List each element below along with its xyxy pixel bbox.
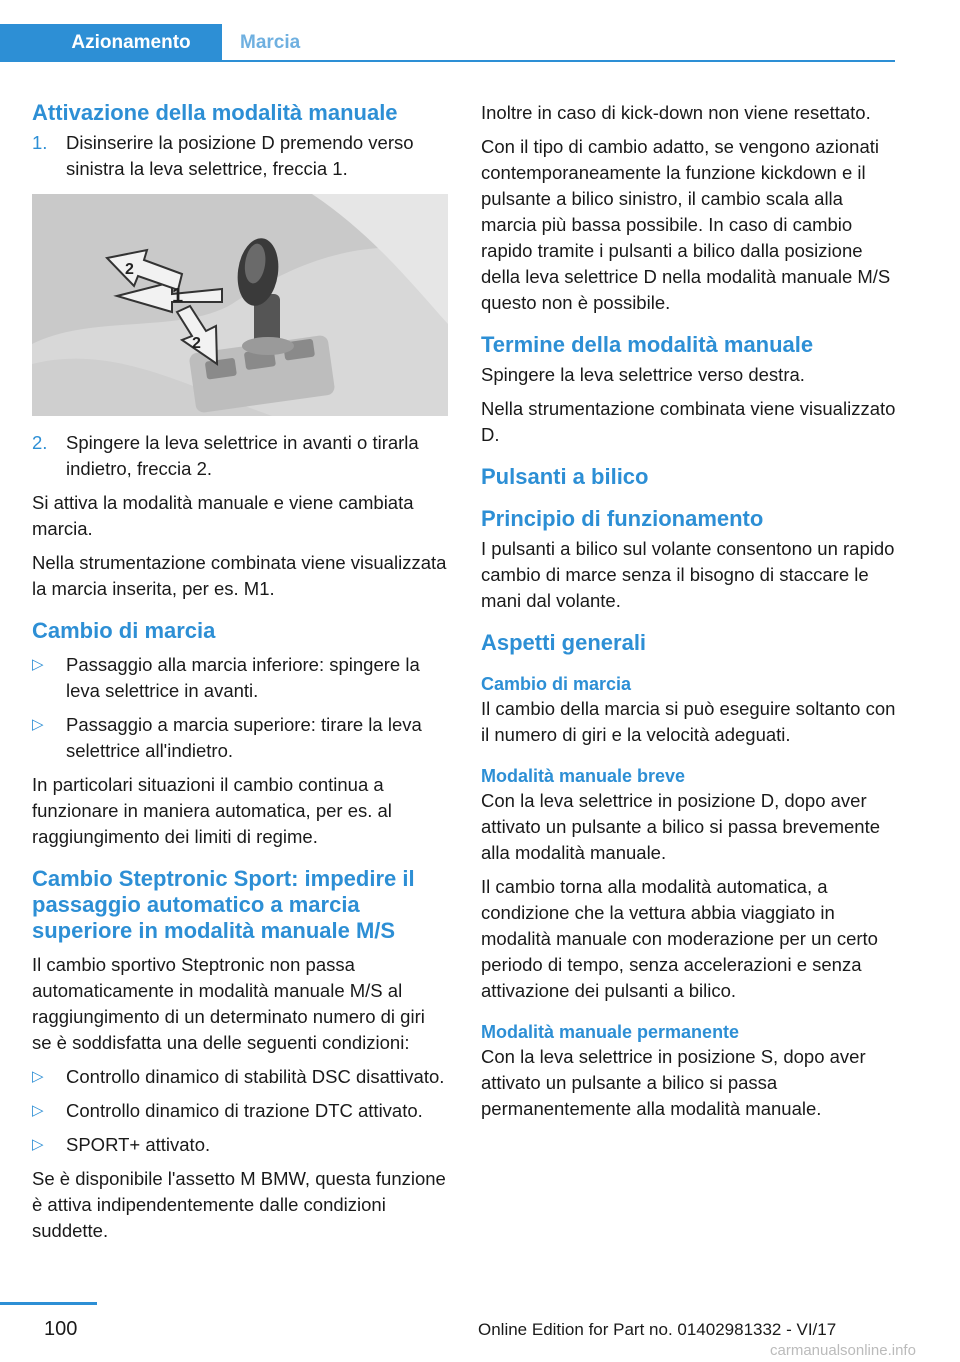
paragraph: Il cambio della marcia si può eseguire soltanto con il numero di giri e la velocità adeguati. — [481, 698, 896, 745]
header-rule — [222, 60, 895, 62]
gear-selector-photo — [32, 194, 448, 416]
paragraph: Nella strumentazione combinata viene visualizzata la marcia inserita, per es. M1. — [32, 552, 447, 599]
list-item-text: Passaggio a marcia superiore: tirare la leva selettrice all'indietro. — [66, 714, 422, 761]
subheading-cambio-di-marcia: Cambio di marcia — [481, 674, 632, 694]
page-header — [0, 0, 895, 62]
list-item — [32, 1064, 448, 1090]
watermark: carmanualsonline.info — [770, 1342, 916, 1359]
tab-azionamento[interactable]: Azionamento — [0, 24, 222, 62]
footer-rule — [0, 1302, 97, 1305]
heading-principio: Principio di funzionamento — [481, 506, 764, 531]
paragraph: Con la leva selettrice in posizione S, dopo aver attivato un pulsante a bilico si passa permanentemente alla modalità manuale. — [481, 1046, 866, 1119]
paragraph: Nella strumentazione combinata viene visualizzato D. — [481, 398, 896, 445]
step-1 — [32, 130, 448, 182]
heading-cambio-di-marcia: Cambio di marcia — [32, 618, 216, 643]
list-item-text: SPORT+ attivato. — [66, 1134, 211, 1155]
paragraph: Con la leva selettrice in posizione D, dopo aver attivato un pulsante a bilico si passa brevemente alla modalità manuale. — [481, 790, 881, 863]
paragraph: Si attiva la modalità manuale e viene cambiata marcia. — [32, 492, 414, 539]
list-item-text: Passaggio alla marcia inferiore: spingere la leva selettrice in avanti. — [66, 654, 420, 701]
list-item — [32, 652, 448, 704]
left-column — [32, 100, 448, 1244]
list-item — [32, 712, 448, 764]
heading-attivazione: Attivazione della modalità manuale — [32, 100, 398, 125]
heading-steptronic-sport: Cambio Steptronic Sport: impedire il passaggio automatico a marcia superiore in modalità manuale M/S — [32, 866, 415, 943]
step-number: 1. — [32, 132, 48, 153]
tab-marcia[interactable]: Marcia — [240, 32, 301, 53]
paragraph: Con il tipo di cambio adatto, se vengono azionati contemporaneamente la funzione kickdown e il pulsante a bilico sinistro, il cambio scala alla marcia più bassa possibile. In caso di cambio rapido tramite i pulsanti a bilico dalla posizione della leva selettrice D nella modalità manuale M/S questo non è possibile. — [481, 136, 891, 313]
list-item-text: Controllo dinamico di stabilità DSC disattivato. — [66, 1066, 445, 1087]
heading-pulsanti-a-bilico: Pulsanti a bilico — [481, 464, 649, 489]
paragraph: Inoltre in caso di kick-down non viene resettato. — [481, 102, 871, 123]
paragraph: Spingere la leva selettrice verso destra. — [481, 364, 805, 385]
triangle-bullet-icon: ▷ — [32, 1136, 44, 1153]
arrow-1-label: 1 — [172, 285, 184, 307]
paragraph: Il cambio sportivo Steptronic non passa automaticamente in modalità manuale M/S al raggiungimento di un determinato numero di giri se è soddisfatta una delle seguenti condizioni: — [32, 954, 425, 1053]
step-2 — [32, 430, 448, 482]
edition-note: Online Edition for Part no. 01402981332 - VI/17 — [478, 1320, 837, 1339]
right-column — [481, 100, 897, 1122]
heading-termine: Termine della modalità manuale — [481, 332, 814, 357]
subheading-modalita-breve: Modalità manuale breve — [481, 766, 686, 786]
triangle-bullet-icon: ▷ — [32, 656, 44, 673]
step-text: Disinserire la posizione D premendo verso sinistra la leva selettrice, freccia 1. — [66, 132, 414, 179]
page-number: 100 — [44, 1318, 78, 1340]
step-number: 2. — [32, 432, 48, 453]
paragraph: Il cambio torna alla modalità automatica, a condizione che la vettura abbia viaggiato in modalità manuale con moderazione per un certo periodo di tempo, senza accelerazioni e senza attivazione dei pulsanti a bilico. — [481, 876, 878, 1001]
paragraph: In particolari situazioni il cambio continua a funzionare in maniera automatica, per es. al raggiungimento dei limiti di regime. — [32, 774, 392, 847]
heading-aspetti-generali: Aspetti generali — [481, 630, 647, 655]
triangle-bullet-icon: ▷ — [32, 1102, 44, 1119]
arrow-2-label-top: 2 — [125, 261, 134, 278]
paragraph: I pulsanti a bilico sul volante consentono un rapido cambio di marce senza il bisogno di staccare le mani dal volante. — [481, 538, 895, 611]
list-item-text: Controllo dinamico di trazione DTC attivato. — [66, 1100, 423, 1121]
paragraph: Se è disponibile l'assetto M BMW, questa funzione è attiva indipendentemente dalle condizioni suddette. — [32, 1168, 446, 1241]
subheading-modalita-permanente: Modalità manuale permanente — [481, 1022, 740, 1042]
triangle-bullet-icon: ▷ — [32, 1068, 44, 1085]
arrow-2-label-bottom: 2 — [192, 335, 201, 352]
step-text: Spingere la leva selettrice in avanti o tirarla indietro, freccia 2. — [66, 432, 419, 479]
list-item — [32, 1098, 448, 1124]
triangle-bullet-icon: ▷ — [32, 716, 44, 733]
list-item — [32, 1132, 448, 1158]
